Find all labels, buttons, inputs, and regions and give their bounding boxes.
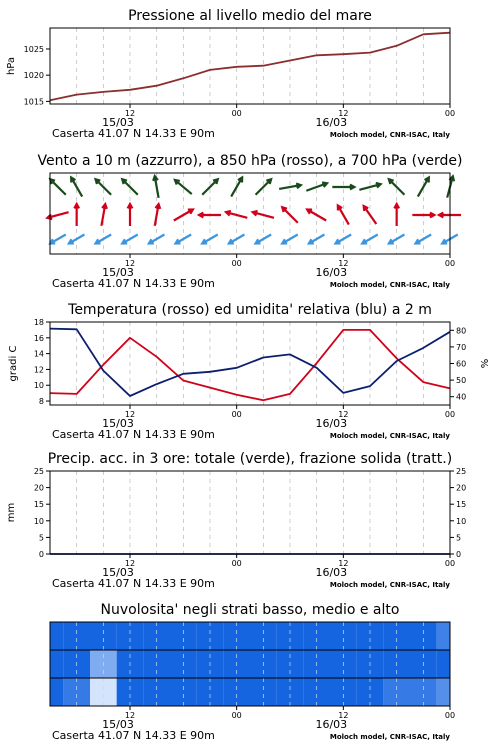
x-date-label: 15/03 <box>102 266 134 279</box>
wind-arrow <box>69 235 85 244</box>
wind-arrow <box>362 235 378 244</box>
cloud-cell <box>277 622 304 650</box>
cloud-cell <box>117 622 144 650</box>
cloud-cell <box>250 678 277 706</box>
cloud-cell <box>357 622 384 650</box>
wind-arrow <box>50 235 66 244</box>
x-tick-label: 00 <box>231 559 242 568</box>
x-tick-label: 12 <box>338 259 349 268</box>
y-tick-label: 16 <box>33 333 44 343</box>
wind-arrow <box>332 185 354 190</box>
location-label: Caserta 41.07 N 14.33 E 90m <box>52 577 215 590</box>
y-tick-label-right: 10 <box>456 516 467 526</box>
wind-arrow <box>307 210 326 221</box>
cloud-cell <box>277 678 304 706</box>
x-date-label: 15/03 <box>102 718 134 731</box>
cloud-cell <box>197 678 224 706</box>
y-tick-label-right: 60 <box>456 359 467 369</box>
cloud-cell <box>50 622 63 650</box>
y-axis-label: mm <box>6 502 17 523</box>
y-tick-label-right: 20 <box>456 483 467 493</box>
x-tick-label: 12 <box>124 109 136 118</box>
wind-arrow <box>389 235 405 244</box>
wind-arrow <box>282 235 298 244</box>
wind-arrow-shaft <box>231 177 242 196</box>
wind-arrow <box>282 207 298 223</box>
panel-title: Precip. acc. in 3 ore: totale (verde), frazione solida (tratt.) <box>47 451 453 467</box>
x-tick-label: 12 <box>124 259 136 268</box>
wind-arrow-shaft <box>282 235 298 244</box>
wind-arrow <box>447 176 454 197</box>
x-tick-label: 12 <box>124 559 136 568</box>
x-date-label: 15/03 <box>102 116 134 129</box>
x-date-label: 16/03 <box>315 718 348 731</box>
y-axis-label-right: % <box>480 358 491 369</box>
y-axis-label: gradi C <box>8 345 19 382</box>
x-date-label: 15/03 <box>102 566 134 579</box>
y-tick-label: 1015 <box>23 97 44 107</box>
panel-title: Vento a 10 m (azzurro), a 850 hPa (rosso), a 700 hPa (verde) <box>37 153 463 169</box>
model-credit: Moloch model, CNR-ISAC, Italy <box>329 733 450 741</box>
y-tick-label: 14 <box>33 349 44 359</box>
cloud-cell <box>330 678 357 706</box>
location-label: Caserta 41.07 N 14.33 E 90m <box>52 127 215 140</box>
wind-arrow-shaft <box>71 177 82 196</box>
cloud-cell <box>143 678 170 706</box>
y-tick-label: 5 <box>38 533 44 543</box>
cloud-cell <box>223 622 250 650</box>
wind-arrow <box>202 235 218 244</box>
wind-arrow <box>155 204 160 226</box>
cloud-cell <box>90 678 117 706</box>
series-line-2 <box>50 329 450 396</box>
y-tick-label: 10 <box>33 516 44 526</box>
x-date-label: 16/03 <box>315 417 348 430</box>
x-tick-label: 12 <box>338 109 349 118</box>
cloud-cell <box>383 678 410 706</box>
cloud-cell <box>143 622 170 650</box>
y-tick-label-right: 25 <box>456 467 467 476</box>
y-tick-label-right: 0 <box>456 550 462 559</box>
panel-title: Nuvolosita' negli strati basso, medio e alto <box>100 602 400 618</box>
x-tick-label: 12 <box>124 711 136 720</box>
x-tick-label: 12 <box>124 410 136 419</box>
y-tick-label: 20 <box>33 483 44 493</box>
wind-arrow-shaft <box>309 235 325 244</box>
wind-arrow-shaft <box>96 235 112 244</box>
cloud-cell <box>383 622 410 650</box>
x-tick-label: 12 <box>338 559 349 568</box>
wind-arrow <box>71 177 82 196</box>
x-date-label: 16/03 <box>315 566 348 579</box>
y-tick-label-right: 40 <box>456 392 467 402</box>
x-tick-label: 00 <box>444 711 456 720</box>
x-tick-label: 12 <box>338 410 349 419</box>
wind-arrow <box>101 204 106 226</box>
x-tick-label: 00 <box>444 109 456 118</box>
y-tick-label: 0 <box>38 550 44 559</box>
wind-arrow <box>174 210 193 221</box>
cloud-cell <box>50 678 63 706</box>
y-axis-label: hPa <box>6 56 17 76</box>
cloud-cell <box>63 622 90 650</box>
wind-arrow <box>336 235 352 244</box>
cloud-cell <box>410 678 437 706</box>
wind-arrow <box>418 177 429 196</box>
y-tick-label: 25 <box>33 467 44 476</box>
wind-arrow <box>309 235 325 244</box>
wind-arrow <box>229 235 245 244</box>
y-tick-label: 10 <box>33 381 44 391</box>
cloud-cell <box>223 678 250 706</box>
y-tick-label: 12 <box>33 365 44 375</box>
wind-arrow-shaft <box>416 235 432 244</box>
wind-arrow <box>416 235 432 244</box>
wind-arrow <box>149 235 165 244</box>
wind-arrow <box>176 235 192 244</box>
wind-arrow-shaft <box>69 235 85 244</box>
y-tick-label: 1025 <box>23 44 44 54</box>
panel-5 <box>50 622 450 710</box>
panel-4 <box>46 471 454 558</box>
y-tick-label: 8 <box>38 397 44 407</box>
y-tick-label-right: 70 <box>456 342 467 352</box>
wind-arrow <box>96 235 112 244</box>
cloud-cell <box>330 622 357 650</box>
y-tick-label-right: 15 <box>456 500 467 510</box>
wind-arrow <box>50 179 66 195</box>
wind-arrow <box>47 212 68 219</box>
y-tick-label-right: 80 <box>456 326 467 336</box>
cloud-cell <box>50 650 63 678</box>
wind-arrow <box>153 176 158 198</box>
wind-arrow <box>256 235 272 244</box>
cloud-cell <box>170 622 197 650</box>
cloud-cell <box>170 678 197 706</box>
model-credit: Moloch model, CNR-ISAC, Italy <box>329 281 450 289</box>
wind-arrow <box>128 204 133 226</box>
wind-arrow <box>122 235 138 244</box>
model-credit: Moloch model, CNR-ISAC, Italy <box>329 432 450 440</box>
y-tick-label-right: 50 <box>456 376 467 386</box>
x-date-label: 15/03 <box>102 417 134 430</box>
x-tick-label: 00 <box>231 410 242 419</box>
wind-arrow-shaft <box>282 207 298 223</box>
wind-arrow-shaft <box>174 210 193 221</box>
wind-arrow-shaft <box>149 235 165 244</box>
cloud-cell <box>410 622 437 650</box>
wind-arrow-shaft <box>50 235 66 244</box>
series-line-1 <box>50 330 450 400</box>
location-label: Caserta 41.07 N 14.33 E 90m <box>52 277 215 290</box>
x-date-label: 16/03 <box>315 116 348 129</box>
cloud-cell <box>63 678 90 706</box>
y-tick-label-right: 5 <box>456 533 462 543</box>
model-credit: Moloch model, CNR-ISAC, Italy <box>329 581 450 589</box>
wind-arrow <box>394 204 399 226</box>
panel-2 <box>47 173 461 258</box>
x-tick-label: 00 <box>444 410 456 419</box>
panel-3 <box>46 322 454 409</box>
x-tick-label: 00 <box>444 259 456 268</box>
wind-arrow-shaft <box>50 179 66 195</box>
panel-title: Pressione al livello medio del mare <box>128 8 372 24</box>
y-tick-label: 18 <box>33 318 44 327</box>
wind-arrow-shaft <box>122 235 138 244</box>
cloud-cell <box>197 622 224 650</box>
model-credit: Moloch model, CNR-ISAC, Italy <box>329 131 450 139</box>
cloud-cell <box>303 678 330 706</box>
x-tick-label: 00 <box>231 711 242 720</box>
cloud-cell <box>90 622 117 650</box>
cloud-cell <box>357 678 384 706</box>
x-tick-label: 00 <box>231 109 242 118</box>
wind-arrow-shaft <box>418 177 429 196</box>
cloud-cell <box>303 622 330 650</box>
x-date-label: 16/03 <box>315 266 348 279</box>
wind-arrow-shaft <box>307 210 326 221</box>
y-tick-label: 15 <box>33 500 44 510</box>
wind-arrow-shaft <box>362 235 378 244</box>
wind-arrow <box>74 204 79 226</box>
wind-arrow-shaft <box>229 235 245 244</box>
x-tick-label: 12 <box>338 711 349 720</box>
panel-1 <box>46 28 450 108</box>
wind-arrow-shaft <box>202 235 218 244</box>
plot-frame <box>50 471 450 554</box>
cloud-cell <box>117 678 144 706</box>
wind-arrow-shaft <box>389 235 405 244</box>
wind-arrow-shaft <box>336 235 352 244</box>
x-tick-label: 00 <box>231 259 242 268</box>
x-tick-label: 00 <box>444 559 456 568</box>
wind-arrow-shaft <box>256 235 272 244</box>
cloud-cell <box>437 622 450 650</box>
location-label: Caserta 41.07 N 14.33 E 90m <box>52 428 215 441</box>
panel-title: Temperatura (rosso) ed umidita' relativa (blu) a 2 m <box>68 302 432 318</box>
location-label: Caserta 41.07 N 14.33 E 90m <box>52 729 215 742</box>
wind-arrow-shaft <box>176 235 192 244</box>
series-line-1 <box>50 33 450 101</box>
cloud-cell <box>437 650 450 678</box>
wind-arrow <box>231 177 242 196</box>
cloud-cell <box>437 678 450 706</box>
y-tick-label: 1020 <box>23 71 44 81</box>
cloud-cell <box>250 622 277 650</box>
